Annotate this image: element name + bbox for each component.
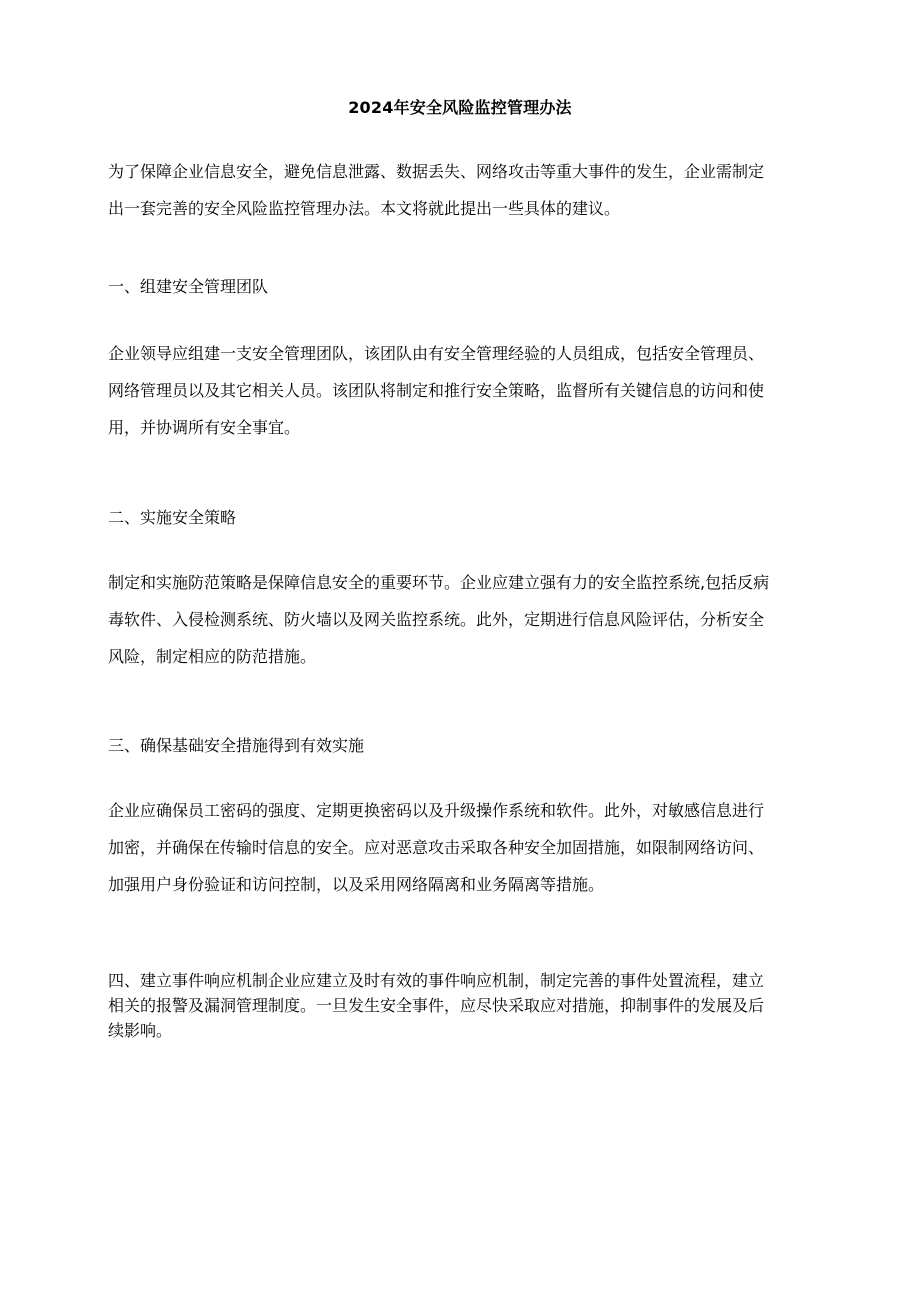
paragraph-line: 四、建立事件响应机制企业应建立及时有效的事件响应机制，制定完善的事件处置流程，建立 — [108, 971, 765, 990]
section-1-paragraph — [108, 342, 820, 440]
paragraph-line: 为了保障企业信息安全，避免信息泄露、数据丢失、网络攻击等重大事件的发生，企业需制定 — [108, 162, 765, 181]
paragraph-line: 风险，制定相应的防范措施。 — [108, 647, 317, 666]
paragraph-line: 企业应确保员工密码的强度、定期更换密码以及升级操作系统和软件。此外，对敏感信息进行 — [108, 801, 765, 820]
paragraph-line: 加密，并确保在传输时信息的安全。应对恶意攻击采取各种安全加固措施，如限制网络访问、 — [108, 838, 765, 857]
paragraph-line: 续影响。 — [108, 1021, 173, 1040]
section-4-paragraph — [108, 969, 820, 1043]
paragraph-line: 加强用户身份验证和访问控制，以及采用网络隔离和业务隔离等措施。 — [108, 875, 605, 894]
paragraph-line: 毒软件、入侵检测系统、防火墙以及网关监控系统。此外，定期进行信息风险评估，分析安全 — [108, 610, 765, 629]
document-title: 2024年安全风险监控管理办法 — [348, 98, 572, 117]
section-1-heading: 一、组建安全管理团队 — [108, 277, 269, 296]
section-2-heading: 二、实施安全策略 — [108, 508, 237, 527]
section-2-paragraph — [108, 571, 820, 669]
paragraph-line: 网络管理员以及其它相关人员。该团队将制定和推行安全策略，监督所有关键信息的访问和使 — [108, 381, 765, 400]
paragraph-line: 用，并协调所有安全事宜。 — [108, 418, 301, 437]
paragraph-line: 相关的报警及漏洞管理制度。一旦发生安全事件，应尽快采取应对措施，抑制事件的发展及后 — [108, 996, 765, 1015]
paragraph-line: 出一套完善的安全风险监控管理办法。本文将就此提出一些具体的建议。 — [108, 199, 621, 218]
section-3-heading: 三、确保基础安全措施得到有效实施 — [108, 736, 365, 755]
paragraph-line: 制定和实施防范策略是保障信息安全的重要环节。企业应建立强有力的安全监控系统,包括反病 — [108, 573, 770, 592]
paragraph-line: 企业领导应组建一支安全管理团队，该团队由有安全管理经验的人员组成，包括安全管理员、 — [108, 344, 765, 363]
section-3-paragraph — [108, 799, 820, 897]
intro-paragraph — [108, 160, 820, 221]
